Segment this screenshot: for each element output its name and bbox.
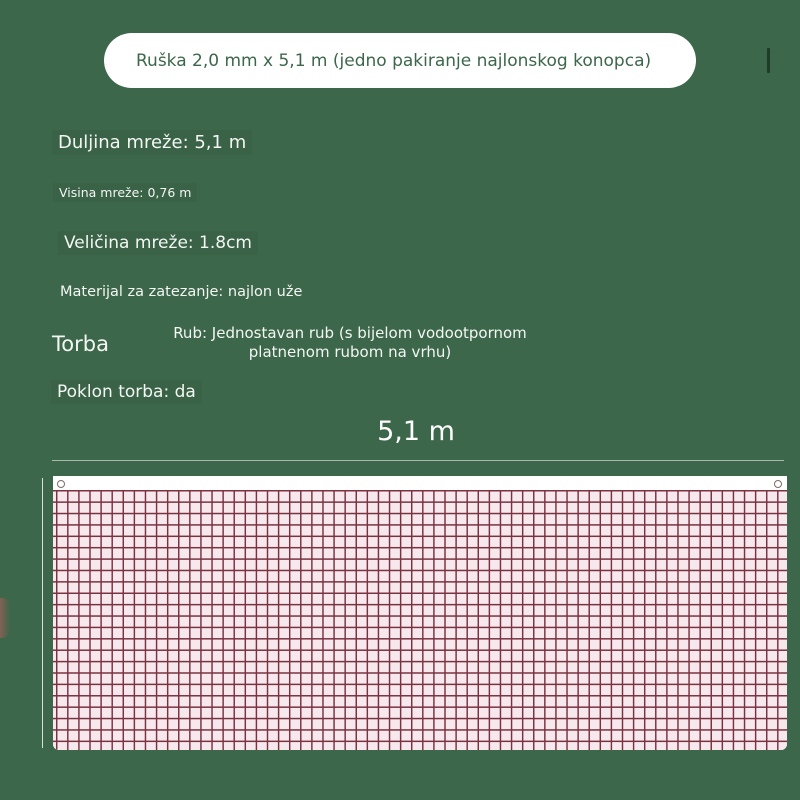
- edge-decoration: [0, 598, 10, 638]
- spec-bag: Torba: [52, 332, 109, 356]
- spec-edge: Rub: Jednostavan rub (s bijelom vodootpornom platnenom rubom na vrhu): [173, 324, 527, 361]
- product-title: Ruška 2,0 mm x 5,1 m (jedno pakiranje najlonskog konopca): [136, 50, 652, 71]
- pill-accent-bar: [767, 48, 770, 73]
- net-mesh-grid: [53, 490, 787, 750]
- spec-gift-bag: Poklon torba: da: [51, 380, 202, 404]
- net-width-label: 5,1 m: [377, 416, 455, 447]
- net-top-band: [53, 476, 787, 490]
- grommet-left-icon: [57, 480, 65, 488]
- spec-tension-material: Materijal za zatezanje: najlon uže: [60, 284, 303, 300]
- net-illustration: [53, 476, 787, 750]
- title-pill: [104, 33, 696, 88]
- spec-mesh-size: Veličina mreže: 1.8cm: [58, 231, 258, 255]
- spec-net-length: Duljina mreže: 5,1 m: [52, 130, 252, 155]
- height-dimension-line: [42, 478, 43, 748]
- width-dimension-line: [52, 460, 784, 461]
- spec-net-height: Visina mreže: 0,76 m: [53, 183, 197, 202]
- grommet-right-icon: [774, 480, 782, 488]
